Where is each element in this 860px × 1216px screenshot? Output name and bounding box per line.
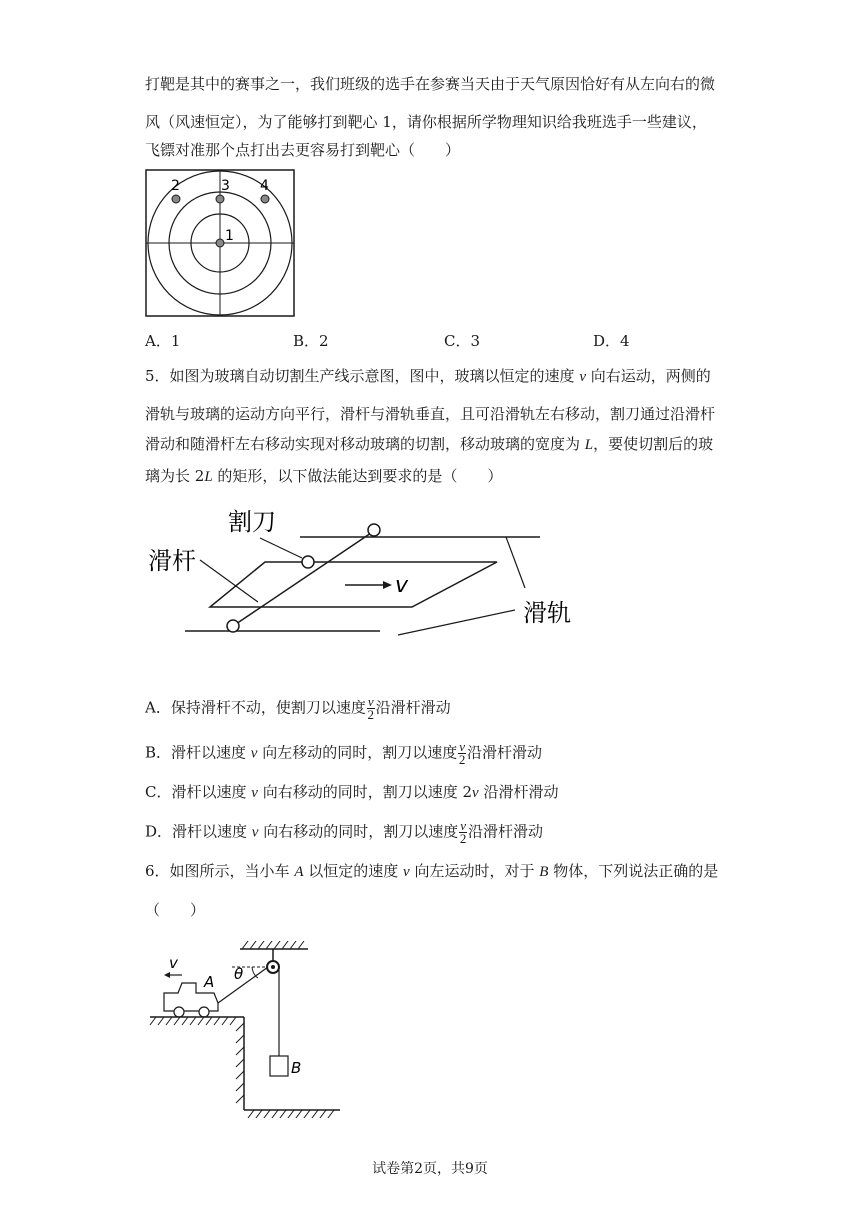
pulley-figure	[140, 935, 360, 1125]
rail-label: 滑轨	[523, 599, 571, 627]
label-1: 1	[225, 228, 234, 244]
q5-line-3: 滑动和随滑杆左右移动实现对移动玻璃的切割，移动玻璃的宽度为 L，要使切割后的玻	[145, 435, 714, 453]
q4-option-b[interactable]: B．2	[293, 332, 329, 350]
q5-option-b[interactable]: B．滑杆以速度 v 向左移动的同时，割刀以速度 $\frac{v}{2}$ 沿滑杆滑动	[145, 739, 543, 767]
dartboard-figure	[144, 168, 296, 318]
q6-line-2: （ ）	[145, 901, 206, 919]
velocity-label-q6: v	[169, 954, 178, 972]
block-b	[270, 1056, 288, 1076]
velocity-label: v	[395, 573, 409, 598]
q4-line-2: 风（风速恒定），为了能够打到靶心 1，请你根据所学物理知识给我班选手一些建议，	[145, 113, 707, 131]
theta-label: θ	[234, 965, 244, 983]
cutter-label: 割刀	[228, 508, 276, 536]
q5-line-2: 滑轨与玻璃的运动方向平行，滑杆与滑轨垂直，且可沿滑轨左右移动，割刀通过沿滑杆	[145, 405, 716, 423]
label-b: B	[291, 1059, 302, 1077]
rod-end-bottom	[227, 620, 239, 632]
q6-line-1: 6．如图所示，当小车 A 以恒定的速度 v 向左运动时，对于 B 物体，下列说法正确的是	[145, 862, 719, 880]
slide-rod	[233, 531, 374, 626]
q4-option-c[interactable]: C．3	[444, 332, 481, 350]
label-a: A	[204, 973, 215, 991]
label-3: 3	[221, 178, 230, 194]
q4-option-d[interactable]: D．4	[593, 332, 630, 350]
q4-line-1: 打靶是其中的赛事之一，我们班级的选手在参赛当天由于天气原因恰好有从左向右的微	[145, 75, 716, 93]
label-2: 2	[171, 178, 180, 194]
q5-option-c[interactable]: C．滑杆以速度 v 向右移动的同时，割刀以速度 2v 沿滑杆滑动	[145, 783, 559, 801]
glass-cutting-figure	[140, 500, 600, 650]
rod-end-top	[368, 524, 380, 536]
q4-option-a[interactable]: A．1	[145, 332, 181, 350]
q5-option-a[interactable]: A．保持滑杆不动，使割刀以速度 $\frac{v}{2}$ 沿滑杆滑动	[145, 694, 451, 722]
target-point-4	[261, 195, 269, 203]
q5-option-d[interactable]: D．滑杆以速度 v 向右移动的同时，割刀以速度 $\frac{v}{2}$ 沿滑杆滑动	[145, 818, 544, 846]
label-4: 4	[260, 178, 269, 194]
cutter-wheel	[302, 556, 314, 568]
target-point-1	[216, 239, 224, 247]
target-point-2	[172, 195, 180, 203]
q5-line-4: 璃为长 2L 的矩形，以下做法能达到要求的是（ ）	[145, 467, 503, 485]
target-point-3	[216, 195, 224, 203]
q5-line-1: 5．如图为玻璃自动切割生产线示意图，图中，玻璃以恒定的速度 v 向右运动，两侧的	[145, 367, 711, 385]
rod-label: 滑杆	[148, 547, 196, 575]
page-footer: 试卷第2页，共9页	[372, 1161, 488, 1177]
q4-line-3: 飞镖对准那个点打出去更容易打到靶心（ ）	[145, 141, 461, 159]
